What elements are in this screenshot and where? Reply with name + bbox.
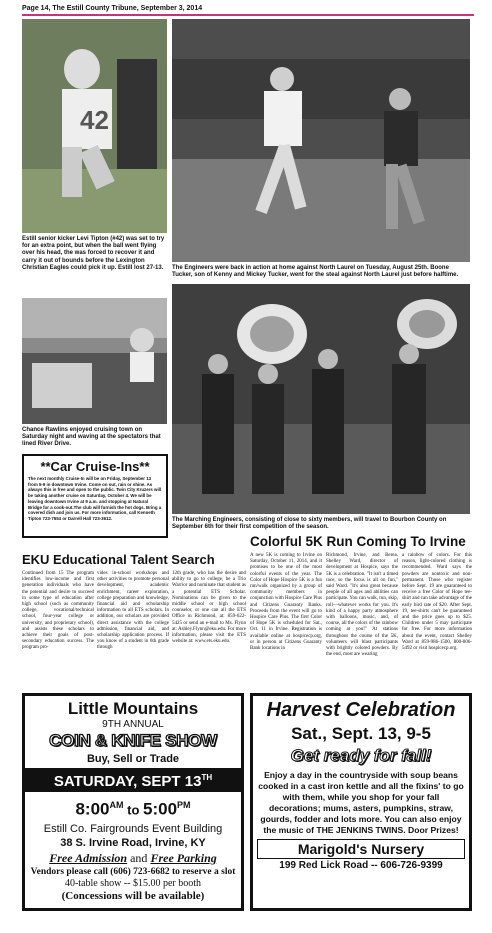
coin-ad-line4: Buy, Sell or Trade — [86, 753, 180, 765]
coin-ad-venue2: 38 S. Irvine Road, Irvine, KY — [60, 836, 206, 849]
coin-ad-time2: 5:00 — [143, 799, 178, 819]
harvest-body: Enjoy a day in the countryside with soup beans cooked in a cast iron kettle and all the fixins' to go with them, while you shop for your fall decorations; mums, asters, pumpkins, straw, gourds, fodder and lots more. You can also enjoy the music of THE JENKINS TWINS. Door Prizes! — [258, 770, 464, 835]
coin-ad-time1: 8:00 — [75, 799, 110, 819]
coin-ad-time1-sup: AM — [109, 800, 124, 810]
soccer-players-illustration — [172, 19, 470, 262]
colorful-col-3: a rainbow of colors. For this reason, light-colored clothing is recommended. Ward says the powders are nontoxic and non-permanent. Those who register before Sept. 19 are guaranteed to receive a free Color of Hope tee-shirt and can take advantage of the early bird rate of $20. After Sept. 19, tee-shirts can't be guaranteed and the price goes up to $25. Children under 5 may participate for free. For more information about the event, contact Shelley Ward at 859-986-1500, 800-806-5492 or visit hospicecp.org. — [402, 553, 472, 652]
marching-band-illustration — [172, 284, 470, 514]
photo-kicker — [22, 19, 167, 233]
eku-col-3: 12th grade, who has the desire and ability to go to college, be a Trio Warrior and nominate that student as a potential ETS Scholar. Nominations can be given to the middle school or high school counselor, or one can all the ETS Office in Richmond, at: 859-622-5425 or send an e-mail to Ms. Flynn at: Ashley.Flynn@eku.edu. For more information, please visit the ETS website at: www.ets.eku.edu. — [172, 571, 246, 645]
car-cruise-body: The next monthly Cruise-In will be on Friday, September 13 from 5-9 in downtown Irvine. Come on out, rain or shine. As always this is free and open to the public. Twin City Kruzers will be taking another cruise on Saturday, October 4. We will be leaving downtown Irvine at 9 a.m. and stopping at Natural Bridge for a cook-out.The club will furnish the hot dogs. Bring a covered dish and join us. For more information, call Kenneth Tipton 723-7554 or Darrell Hall 723-3612. — [28, 476, 162, 521]
coin-ad-vendors: Vendors please call (606) 723-6682 to reserve a slot — [30, 866, 236, 877]
harvest-name: Marigold's Nursery — [257, 839, 465, 859]
photo-band — [172, 284, 470, 514]
coin-ad-free-and: and — [127, 850, 151, 865]
coin-ad-venue1: Estill Co. Fairgrounds Event Building — [43, 822, 223, 835]
car-cruise-title: **Car Cruise-Ins** — [40, 459, 150, 474]
coin-knife-ad — [22, 693, 244, 911]
coin-ad-line5-sup: TH — [201, 773, 213, 782]
coin-ad-free2: Free Parking — [150, 850, 217, 865]
football-player-illustration — [22, 19, 167, 233]
coin-ad-line5-bar — [25, 768, 241, 792]
caption-engineers: The Engineers were back in action at home against North Laurel on Tuesday, August 25th. Boone Tucker, son of Kenny and Mickey Tucker, went for the steal against North Laurel just before halftime. — [172, 265, 459, 279]
colorful-col-2: Richmond, Irvine, and Berea. Shelley Ward, director of development at Hospice, says the 5K is a celebration. "It isn't a timed race, so the focus is all on fun," said Ward. "It's also great because people of all ages and abilities can participate. You can walk, run, skip, roll—whatever works for you. It's kind of a happy party atmosphere with balloons, music, and, of course, all the colors of the rainbow coming at you!" At stations throughout the course of the 5K, volunteers will blast participants with brightly colored powders. By the end, most are wearing — [326, 553, 398, 658]
coin-ad-time-mid: to — [123, 802, 143, 818]
coin-ad-line5: SATURDAY, SEPT 13 — [53, 773, 202, 790]
harvest-title: Harvest Celebration — [266, 699, 456, 721]
header-text: Page 14, The Estill County Tribune, September 3, 2014 — [22, 5, 203, 12]
coin-ad-time2-sup: PM — [177, 800, 191, 810]
harvest-date: Sat., Sept. 13, 9-5 — [291, 724, 431, 743]
harvest-address: 199 Red Lick Road -- 606-726-9399 — [279, 860, 443, 871]
coin-ad-tables: 40-table show -- $15.00 per booth — [64, 877, 202, 889]
photo-soccer — [172, 19, 470, 262]
coin-ad-line2: 9TH ANNUAL — [102, 719, 164, 730]
colorful-col-1: A new 5K is coming to Irvine on Saturday, October 11, 2014, and it promises to be one of the most colorful events of the year. The Color of Hope Hospice 5K is a fun run/walk organized by a group of community members in conjunction with Hospice Care Plus and Citizens Guaranty Banks. Proceeds from the event will go to Hospice Care Plus. The first Color of Hope 5K is scheduled for Sat., Oct. 11 in Irvine. Registration is available online at hospicecp.org, or in person at Citizens Guaranty Bank locations in — [250, 553, 322, 652]
coin-ad-line1: Little Mountains — [67, 699, 199, 718]
coin-ad-times — [25, 794, 241, 822]
eku-headline: EKU Educational Talent Search — [22, 552, 215, 567]
car-cruise-illustration — [22, 298, 167, 424]
coin-ad-line3: COIN & KNIFE SHOW — [49, 731, 217, 750]
car-cruise-box — [22, 454, 168, 538]
coin-ad-free1: Free Admission — [49, 850, 128, 865]
eku-col-1: Continued from 15 The program identifies low-income and first generation individuals who have the potential and desire to succeed in some type of education after high school (such as community college, vocational/technical school, four-year college or university, and proprietary school), and assists these scholars to achieve their goals of post-secondary education success. The program pro- — [22, 571, 94, 651]
harvest-ready: Get ready for fall! — [290, 746, 432, 765]
svg-text:42: 42 — [80, 105, 109, 135]
coin-ad-concessions: (Concessions will be available) — [61, 889, 205, 902]
page-header — [22, 2, 474, 16]
caption-chance: Chance Rawlins enjoyed cruising town on Saturday night and waving at the spectators that lined River Drive. — [22, 427, 161, 448]
eku-col-2: vides in-school workshops and other activities to promote personal development, academic enrichment, career exploration, college preparation and knowledge, financial aid and scholarship information to all ETS scholars. In addition, our scholars are provided direct assistance with the college admission, financial aid, and scholarship application process. If you know of a student in 6th grade through — [97, 571, 169, 651]
harvest-ad — [250, 693, 472, 911]
caption-band: The Marching Engineers, consisting of close to sixty members, will travel to Bourbon County on September 6th for their first competition of the season. — [172, 517, 447, 531]
photo-chance — [22, 298, 167, 424]
colorful-headline: Colorful 5K Run Coming To Irvine — [250, 534, 466, 549]
caption-kicker: Estill senior kicker Levi Tipton (#42) was set to try for an extra point, but when the ball went flying over his head, the was forced to recover it and carry it out of bounds before the Lexington Christian Eagles could pick it up. Estill lost 27-13. — [22, 236, 165, 271]
coin-ad-free — [25, 850, 241, 866]
